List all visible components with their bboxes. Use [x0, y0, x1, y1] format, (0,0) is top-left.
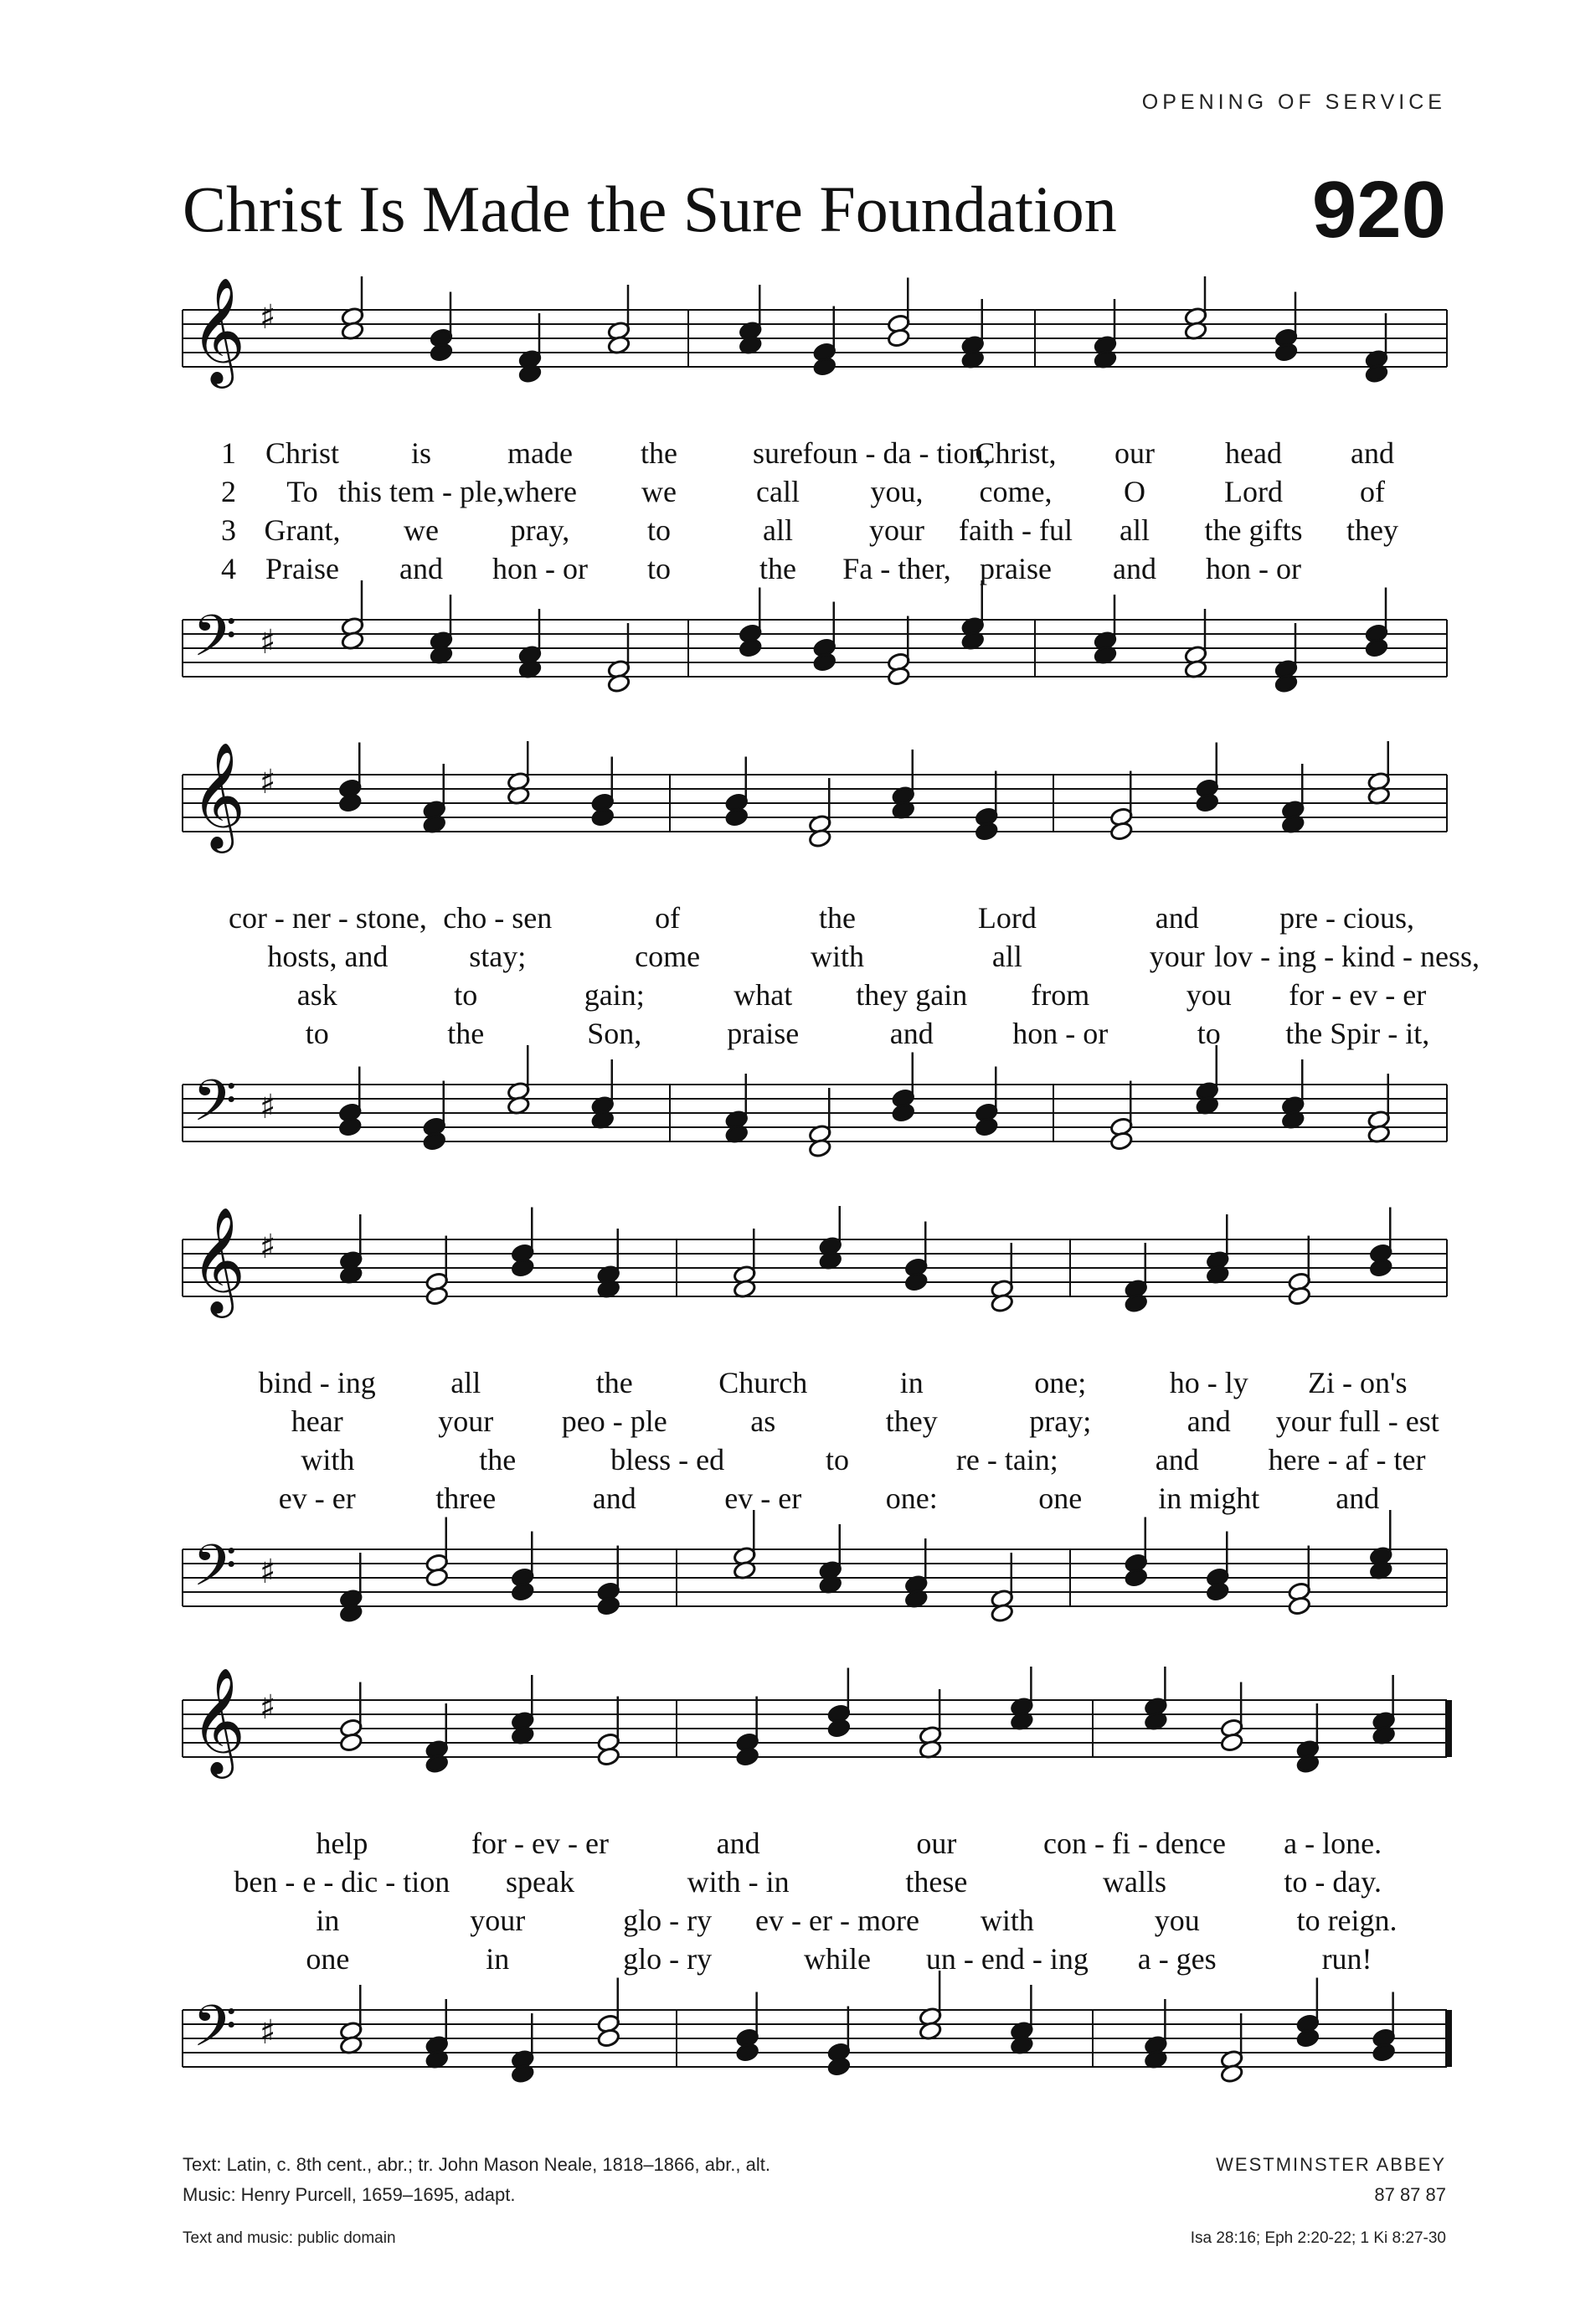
- lyric-syllable: and: [716, 1827, 760, 1860]
- lyric-syllable: here - af - ter: [1268, 1443, 1426, 1476]
- key-signature-sharp-icon: ♯: [260, 1088, 276, 1126]
- lyric-syllable: this tem - ple,: [338, 475, 504, 508]
- lyric-syllable: and: [1113, 552, 1156, 585]
- key-signature-sharp-icon: ♯: [260, 1553, 276, 1591]
- lyric-syllable: we: [404, 513, 439, 547]
- lyric-syllable: help: [316, 1827, 368, 1860]
- lyric-syllable: of: [655, 901, 681, 935]
- lyric-syllable: Grant,: [264, 513, 341, 547]
- lyric-syllable: for - ev - er: [1289, 978, 1427, 1012]
- lyric-syllable: Christ: [265, 436, 340, 470]
- lyric-syllable: and: [399, 552, 443, 585]
- lyric-syllable: praise: [980, 552, 1052, 585]
- lyric-syllable: one;: [1034, 1366, 1087, 1399]
- lyric-syllable: glo - ry: [623, 1942, 713, 1976]
- lyric-syllable: cho - sen: [443, 901, 553, 935]
- lyric-syllable: they: [1346, 513, 1398, 547]
- lyric-syllable: of: [1360, 475, 1385, 508]
- lyric-syllable: To: [286, 475, 318, 508]
- lyric-syllable: Zi - on's: [1308, 1366, 1408, 1399]
- lyric-syllable: our: [1114, 436, 1155, 470]
- lyric-line: [243, 1941, 1432, 1980]
- verse-number: 1: [221, 436, 236, 470]
- lyric-syllable: we: [641, 475, 677, 508]
- verse-number: 3: [221, 513, 236, 547]
- lyric-syllable: what: [734, 978, 793, 1012]
- treble-staff: [183, 1239, 1447, 1296]
- lyric-syllable: your full - est: [1275, 1404, 1439, 1438]
- treble-clef-icon: 𝄞: [191, 1206, 246, 1313]
- lyric-syllable: faith - ful: [959, 513, 1073, 547]
- lyric-syllable: pray;: [1029, 1404, 1092, 1438]
- lyric-syllable: and: [1155, 1443, 1199, 1476]
- lyric-line: [243, 977, 1432, 1016]
- lyric-syllable: hon - or: [492, 552, 588, 585]
- lyric-syllable: ev - er: [278, 1481, 356, 1515]
- lyric-syllable: to: [646, 552, 672, 585]
- verse-number: 4: [221, 552, 236, 585]
- lyric-syllable: you: [1186, 978, 1232, 1012]
- lyric-syllable: to: [1197, 1017, 1221, 1050]
- lyric-syllable: come,: [979, 475, 1053, 508]
- text-credit: Text: Latin, c. 8th cent., abr.; tr. John Mason Neale, 1818–1866, abr., alt.: [183, 2154, 770, 2175]
- lyric-line: [234, 1864, 1432, 1903]
- lyric-syllable: and: [1351, 436, 1394, 470]
- lyric-syllable: peo - ple: [561, 1404, 667, 1438]
- lyric-syllable: from: [1031, 978, 1090, 1012]
- lyric-syllable: with: [980, 1904, 1034, 1937]
- lyric-syllable: the: [819, 901, 856, 935]
- lyric-syllable: Praise: [265, 552, 339, 585]
- lyric-syllable: where: [503, 475, 577, 508]
- lyric-syllable: and: [1155, 901, 1199, 935]
- lyric-syllable: in: [486, 1942, 510, 1976]
- lyric-syllable: walls: [1103, 1865, 1166, 1899]
- lyrics-block: [243, 1365, 1439, 1519]
- lyric-syllable: the: [479, 1443, 517, 1476]
- section-label: OPENING OF SERVICE: [1141, 90, 1446, 114]
- lyric-syllable: bless - ed: [610, 1443, 725, 1476]
- music-system-4: [0, 1667, 1570, 2136]
- verse-number: 2: [221, 475, 236, 508]
- lyric-syllable: made: [507, 436, 573, 470]
- lyric-line: [243, 939, 1480, 977]
- lyric-syllable: to - day.: [1284, 1865, 1382, 1899]
- lyric-syllable: head: [1225, 436, 1282, 470]
- bass-clef-icon: 𝄢: [193, 1069, 237, 1148]
- lyric-syllable: all: [763, 513, 793, 547]
- lyric-syllable: con - fi - dence: [1043, 1827, 1226, 1860]
- lyric-syllable: Church: [718, 1366, 808, 1399]
- lyric-syllable: hon - or: [1012, 1017, 1109, 1050]
- lyrics-block: [228, 900, 1480, 1054]
- lyric-syllable: hosts, and: [267, 940, 389, 973]
- key-signature-sharp-icon: ♯: [260, 2013, 276, 2052]
- treble-clef-icon: 𝄞: [191, 276, 246, 384]
- lyric-line: [243, 1481, 1432, 1519]
- bass-clef-icon: 𝄢: [193, 604, 237, 683]
- lyric-syllable: run!: [1321, 1942, 1372, 1976]
- lyric-syllable: all: [1120, 513, 1150, 547]
- lyric-syllable: and: [592, 1481, 636, 1515]
- lyric-syllable: to: [454, 978, 478, 1012]
- lyric-syllable: call: [756, 475, 800, 508]
- lyric-syllable: Lord: [1224, 475, 1283, 508]
- lyric-syllable: stay;: [469, 940, 527, 973]
- lyric-syllable: gain;: [584, 978, 645, 1012]
- lyric-line: [243, 1016, 1432, 1054]
- lyric-syllable: to reign.: [1296, 1904, 1398, 1937]
- music-system-2: [0, 741, 1570, 1210]
- lyric-syllable: Lord: [977, 901, 1037, 935]
- lyric-syllable: our: [916, 1827, 957, 1860]
- lyric-syllable: with: [301, 1443, 355, 1476]
- treble-clef-icon: 𝄞: [191, 741, 246, 848]
- lyric-syllable: come: [635, 940, 701, 973]
- lyric-syllable: all: [450, 1366, 481, 1399]
- lyric-syllable: the: [759, 552, 796, 585]
- lyric-line: [243, 1404, 1439, 1442]
- lyric-syllable: a - lone.: [1284, 1827, 1382, 1860]
- lyric-syllable: pre - cious,: [1279, 901, 1415, 935]
- lyric-syllable: the: [641, 436, 677, 470]
- music-system-1: [0, 276, 1570, 745]
- lyric-syllable: one: [306, 1942, 350, 1976]
- lyric-syllable: foun - da - tion,: [802, 436, 991, 470]
- meter: 87 87 87: [1374, 2184, 1446, 2205]
- lyric-syllable: the: [447, 1017, 485, 1050]
- lyric-line: [228, 900, 1432, 939]
- lyric-syllable: speak: [506, 1865, 574, 1899]
- lyric-syllable: sure: [753, 436, 803, 470]
- lyric-syllable: cor - ner - stone,: [228, 901, 427, 935]
- lyric-syllable: lov - ing - kind - ness,: [1214, 940, 1480, 973]
- treble-staff: [183, 310, 1447, 367]
- lyric-syllable: ho - ly: [1169, 1366, 1248, 1399]
- lyric-syllable: in: [316, 1904, 340, 1937]
- lyric-syllable: in might: [1158, 1481, 1260, 1515]
- lyric-syllable: while: [804, 1942, 871, 1976]
- lyric-syllable: glo - ry: [623, 1904, 713, 1937]
- lyrics-block: [221, 435, 1432, 590]
- lyric-syllable: to: [825, 1443, 850, 1476]
- lyric-syllable: they gain: [856, 978, 968, 1012]
- scripture-references: Isa 28:16; Eph 2:20-22; 1 Ki 8:27-30: [1190, 2229, 1446, 2247]
- lyric-syllable: ev - er: [724, 1481, 802, 1515]
- lyrics-block: [234, 1826, 1432, 1980]
- lyric-syllable: these: [905, 1865, 968, 1899]
- lyric-syllable: with: [810, 940, 865, 973]
- key-signature-sharp-icon: ♯: [260, 623, 276, 662]
- lyric-line: [221, 513, 1432, 551]
- treble-staff: [183, 1700, 1447, 1757]
- key-signature-sharp-icon: ♯: [260, 763, 276, 801]
- music-system-3: [0, 1206, 1570, 1675]
- lyric-syllable: praise: [727, 1017, 800, 1050]
- lyric-line: [243, 1365, 1432, 1404]
- bass-staff: [183, 2010, 1447, 2067]
- lyric-syllable: all: [991, 940, 1022, 973]
- lyric-syllable: they: [885, 1404, 938, 1438]
- bass-clef-icon: 𝄢: [193, 1994, 237, 2074]
- lyric-syllable: hon - or: [1206, 552, 1301, 585]
- lyric-syllable: in: [899, 1366, 924, 1399]
- lyric-syllable: to: [646, 513, 672, 547]
- lyric-syllable: and: [1336, 1481, 1380, 1515]
- lyric-syllable: O: [1124, 475, 1145, 508]
- lyric-syllable: the gifts: [1204, 513, 1303, 547]
- hymn-number: 920: [1311, 165, 1446, 255]
- key-signature-sharp-icon: ♯: [260, 1228, 276, 1266]
- lyric-line: [221, 551, 1432, 590]
- lyric-syllable: Christ,: [975, 436, 1057, 470]
- lyric-syllable: hear: [291, 1404, 343, 1438]
- lyric-syllable: a - ges: [1137, 1942, 1217, 1976]
- lyric-syllable: re - tain;: [955, 1443, 1058, 1476]
- lyric-syllable: one:: [885, 1481, 938, 1515]
- lyric-syllable: to: [305, 1017, 329, 1050]
- lyric-syllable: and: [889, 1017, 934, 1050]
- lyric-syllable: un - end - ing: [925, 1942, 1089, 1976]
- lyric-syllable: as: [750, 1404, 776, 1438]
- bass-clef-icon: 𝄢: [193, 1533, 237, 1613]
- lyric-syllable: ask: [296, 978, 337, 1012]
- lyric-syllable: three: [435, 1481, 497, 1515]
- key-signature-sharp-icon: ♯: [260, 1688, 276, 1727]
- tune-name: WESTMINSTER ABBEY: [1216, 2154, 1446, 2175]
- lyric-line: [243, 1826, 1432, 1864]
- lyric-syllable: one: [1038, 1481, 1083, 1515]
- hymn-title: Christ Is Made the Sure Foundation: [183, 173, 1117, 245]
- lyric-syllable: and: [1187, 1404, 1231, 1438]
- copyright-notice: Text and music: public domain: [183, 2229, 396, 2247]
- lyric-syllable: you: [1154, 1904, 1200, 1937]
- lyric-syllable: for - ev - er: [471, 1827, 609, 1860]
- lyric-syllable: your: [470, 1904, 526, 1937]
- lyric-syllable: bind - ing: [258, 1366, 376, 1399]
- lyric-syllable: the Spir - it,: [1285, 1017, 1430, 1050]
- lyric-syllable: pray,: [510, 513, 570, 547]
- lyric-syllable: your: [869, 513, 924, 547]
- lyric-syllable: Son,: [587, 1017, 642, 1050]
- lyric-syllable: ev - er - more: [755, 1904, 919, 1937]
- lyric-syllable: ben - e - dic - tion: [234, 1865, 450, 1899]
- key-signature-sharp-icon: ♯: [260, 298, 276, 337]
- lyric-syllable: your: [438, 1404, 494, 1438]
- bass-staff: [183, 1549, 1447, 1606]
- music-credit: Music: Henry Purcell, 1659–1695, adapt.: [183, 2184, 516, 2205]
- lyric-syllable: your: [1149, 940, 1205, 973]
- lyric-line: [243, 1903, 1432, 1941]
- lyric-syllable: with - in: [687, 1865, 790, 1899]
- treble-clef-icon: 𝄞: [191, 1667, 246, 1774]
- lyric-line: [221, 435, 1432, 474]
- lyric-syllable: is: [410, 436, 432, 470]
- lyric-line: [221, 474, 1432, 513]
- lyric-syllable: you,: [870, 475, 924, 508]
- lyric-syllable: Fa - ther,: [842, 552, 951, 585]
- lyric-line: [243, 1442, 1432, 1481]
- lyric-syllable: the: [595, 1366, 633, 1399]
